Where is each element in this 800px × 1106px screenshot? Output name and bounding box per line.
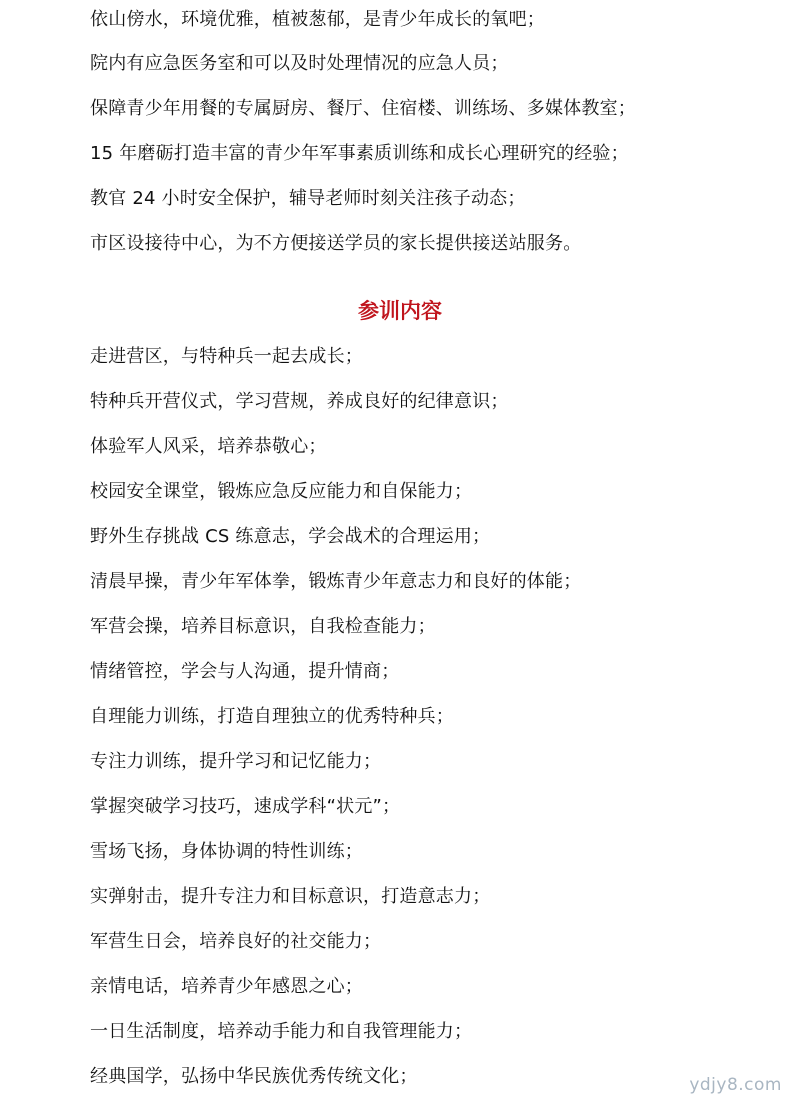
watermark: ydjy8.com [689,1075,782,1095]
training-item: 亲情电话，培养青少年感恩之心； [90,976,363,997]
training-item: 军营生日会，培养良好的社交能力； [90,931,382,952]
facility-line: 教官 24 小时安全保护，辅导老师时刻关注孩子动态； [90,188,526,209]
training-item: 经典国学，弘扬中华民族优秀传统文化； [90,1066,418,1087]
training-item: 情绪管控，学会与人沟通，提升情商； [90,661,400,682]
section-title: 参训内容 [358,299,442,323]
training-item: 清晨早操，青少年军体拳，锻炼青少年意志力和良好的体能； [90,571,582,592]
facility-line: 院内有应急医务室和可以及时处理情况的应急人员； [90,53,509,74]
training-item: 自理能力训练，打造自理独立的优秀特种兵； [90,706,454,727]
training-item: 雪场飞扬，身体协调的特性训练； [90,841,363,862]
training-item: 掌握突破学习技巧，速成学科“状元”； [90,796,401,817]
training-item: 实弹射击，提升专注力和目标意识，打造意志力； [90,886,491,907]
facility-line: 依山傍水，环境优雅，植被葱郁，是青少年成长的氧吧； [90,9,545,30]
facility-line: 15 年磨砺打造丰富的青少年军事素质训练和成长心理研究的经验； [90,143,629,164]
training-item: 走进营区，与特种兵一起去成长； [90,346,363,367]
training-item: 野外生存挑战 CS 练意志，学会战术的合理运用； [90,526,491,547]
training-item: 专注力训练，提升学习和记忆能力； [90,751,382,772]
training-item: 一日生活制度，培养动手能力和自我管理能力； [90,1021,473,1042]
facility-line: 保障青少年用餐的专属厨房、餐厅、住宿楼、训练场、多媒体教室； [90,98,636,119]
training-item: 军营会操，培养目标意识，自我检查能力； [90,616,436,637]
facility-line: 市区设接待中心，为不方便接送学员的家长提供接送站服务。 [90,233,582,254]
training-item: 特种兵开营仪式，学习营规，养成良好的纪律意识； [90,391,509,412]
training-item: 校园安全课堂，锻炼应急反应能力和自保能力； [90,481,473,502]
training-item: 体验军人风采，培养恭敬心； [90,436,327,457]
